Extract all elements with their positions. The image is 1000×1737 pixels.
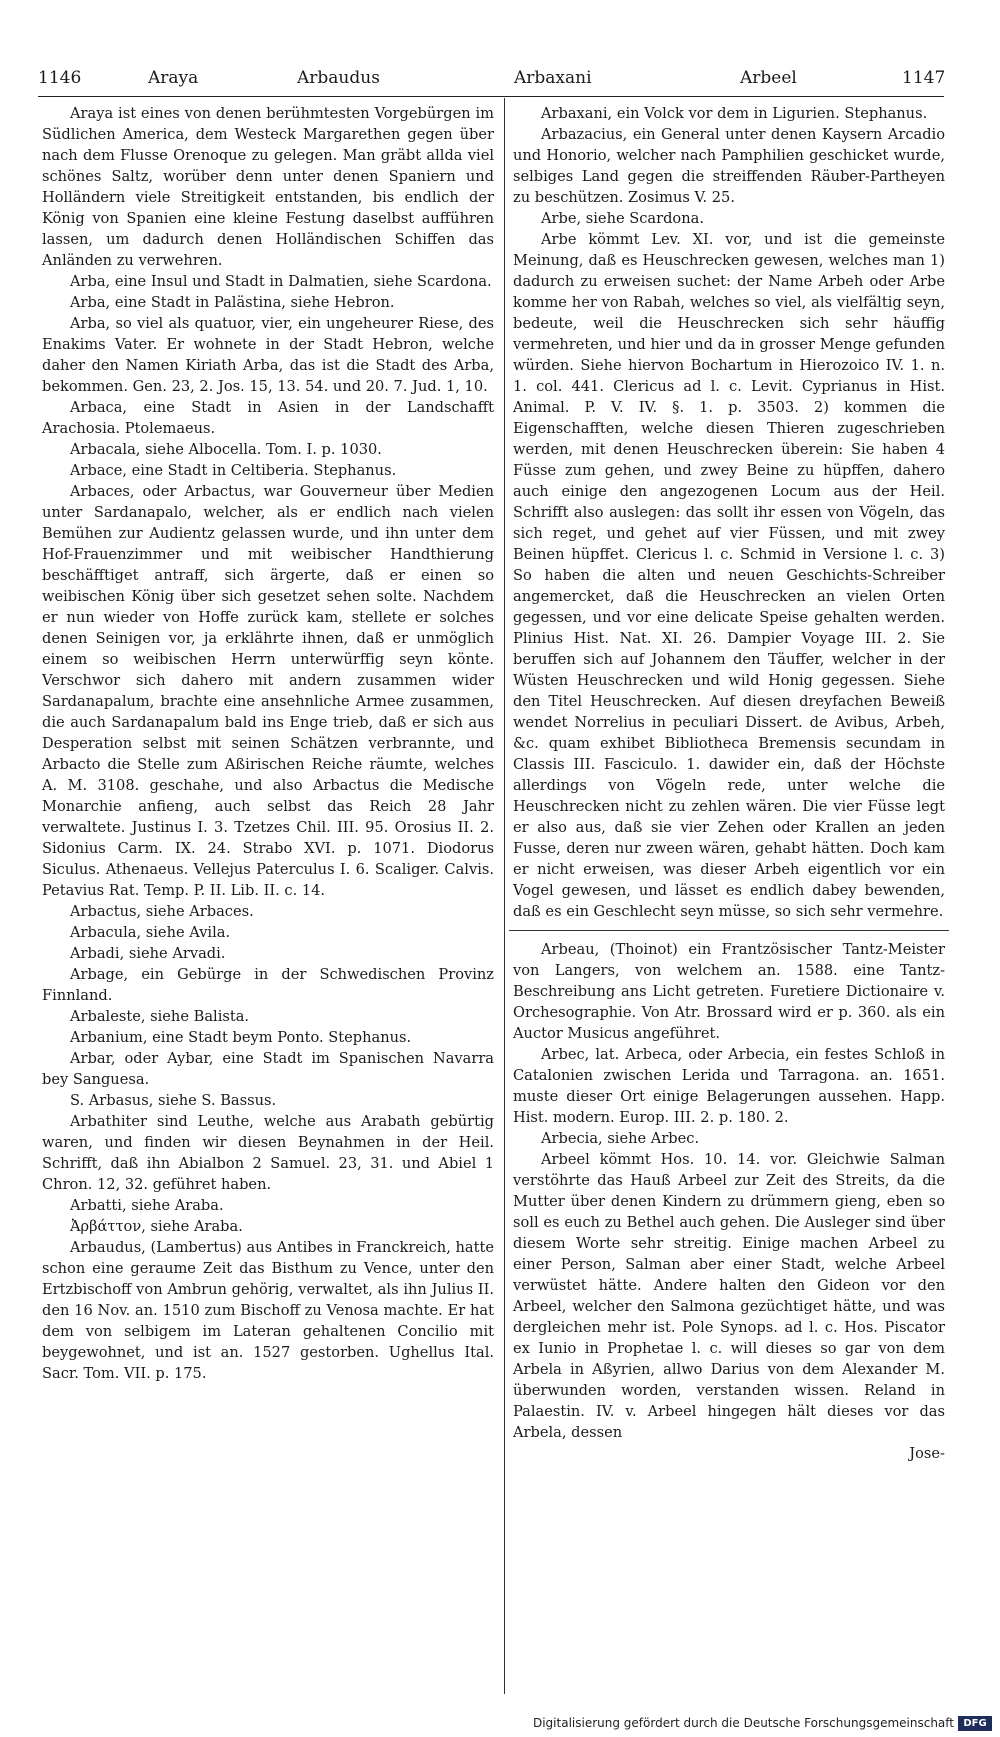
entry-arbe-scardona: Arbe, siehe Scardona. — [541, 210, 704, 227]
entry-araya: Araya ist eines von denen berühmtesten Vorgebürgen im Südlichen America, dem Westeck Margarethen gegen über nach dem Flusse Orenoque zu gelegen. Man gräbt allda viel schönes Saltz, worüber denn unter denen Spaniern und Holländern viele Streitigkeit entstanden, bis endlich der König von Spanien eine kleine Festung daselbst aufführen lassen, um dadurch denen Holländischen Schiffen das Anländen zu verwehren. — [42, 105, 494, 269]
header-word-arbaxani: Arbaxani — [514, 68, 592, 88]
entry-arbar: Arbar, oder Aybar, eine Stadt im Spanischen Navarra bey Sanguesa. — [42, 1050, 494, 1088]
entry-arbatti: Arbatti, siehe Araba. — [70, 1197, 224, 1214]
entry-arbatton-greek: Ἀρβάττον, siehe Araba. — [70, 1218, 243, 1235]
entry-arbecia: Arbecia, siehe Arbec. — [541, 1130, 700, 1147]
header-word-arbeel: Arbeel — [740, 68, 797, 88]
header-word-araya: Araya — [148, 68, 199, 88]
page-number-left: 1146 — [38, 68, 82, 88]
entry-arbaces: Arbaces, oder Arbactus, war Gouverneur über Medien unter Sardanapalo, welcher, als er endlich nach vielen Bemühen zur Audientz gelassen wurde, und ihn unter dem Hof-Frauenzimmer und mit weibischer Handthierung beschäfftiget antraff, sich ärgerte, daß er einen so weibischen König über sich gesetzet sehen solte. Nachdem er nun wieder von Hoffe zurück kam, stellete er solches denen Seinigen vor, ja erklährte ihnen, daß er unmöglich einem so weibischen Herrn unterwürffig seyn könte. Verschwor sich dahero mit andern zusammen wider Sardanapalum, brachte eine ansehnliche Armee zusammen, die auch Sardanapalum bald ins Enge trieb, daß er sich aus Desperation selbst mit seinen Schätzen verbrannte, und Arbacto die Stelle zum Aßirischen Reiche räumte, welches A. M. 3108. geschahe, und also Arbactus die Medische Monarchie anfieng, auch selbst das Reich 28 Jahr verwaltete. Justinus I. 3. Tzetzes Chil. III. 95. Orosius II. 2. Sidonius Carm. IX. 24. Strabo XVI. p. 1071. Diodorus Siculus. Athenaeus. Vellejus Paterculus I. 6. Scaliger. Calvis. Petavius Rat. Temp. P. II. Lib. II. c. 14. — [42, 483, 494, 899]
entry-arbacula: Arbacula, siehe Avila. — [70, 924, 231, 941]
section-rule — [509, 930, 949, 931]
running-header — [0, 68, 1000, 94]
header-word-arbaudus: Arbaudus — [297, 68, 380, 88]
entry-arbadi: Arbadi, siehe Arvadi. — [70, 945, 226, 962]
entry-arbanium: Arbanium, eine Stadt beym Ponto. Stephanus. — [70, 1029, 412, 1046]
entry-arbeel: Arbeel kömmt Hos. 10. 14. vor. Gleichwie Salman verstöhrte das Hauß Arbeel zur Zeit des Streits, da die Mutter über denen Kindern zu drümmern gieng, eben so soll es euch zu Bethel auch gehen. Die Ausleger sind über diesem Worte sehr streitig. Einige machen Arbeel zu einer Person, Salman aber einer Stadt, welche Arbeel verwüstet hätte. Andere halten den Gideon vor den Arbeel, welcher den Salmona gezüchtiget hätte, und was dergleichen mehr ist. Pole Synops. ad l. c. Hos. Piscator ex Iunio in Prophetae l. c. will dieses so gar von dem Arbela in Aßyrien, allwo Darius von dem Alexander M. überwunden worden, verstanden wissen. Reland in Palaestin. IV. v. Arbeel hingegen hält dieses vor das Arbela, dessen — [513, 1151, 945, 1441]
catchword: Jose- — [909, 1445, 945, 1462]
digitization-credit: Digitalisierung gefördert durch die Deutsche Forschungsgemeinschaft — [532, 1716, 954, 1730]
dfg-logo-icon: DFG — [958, 1716, 992, 1731]
left-column — [42, 103, 494, 1384]
entry-arbage: Arbage, ein Gebürge in der Schwedischen Provinz Finnland. — [42, 966, 494, 1004]
header-rule — [38, 96, 944, 97]
entry-arbaleste: Arbaleste, siehe Balista. — [70, 1008, 250, 1025]
entry-arbe-lev: Arbe kömmt Lev. XI. vor, und ist die gemeinste Meinung, daß es Heuschrecken gewesen, welches man 1) dadurch zu erweisen suchet: der Name Arbeh oder Arbe komme her von Rabah, welches so viel, als vielfältig seyn, bedeute, weil die Heuschrecken sich sehr häuffig vermehreten, und hier und da in grosser Menge gefunden würden. Siehe hiervon Bochartum in Hierozoico IV. 1. n. 1. col. 441. Clericus ad l. c. Levit. Cyprianus in Hist. Animal. P. V. IV. §. 1. p. 3503. 2) kommen die Eigenschafften, welche diesen Thieren zugeschrieben werden, mit denen Heuschrecken überein: Sie haben 4 Füsse zum gehen, und zwey Beine zu hüpffen, dahero auch einige den angezogenen Locum aus der Heil. Schrifft also auslegen: das sollt ihr essen von Vögeln, das sich reget, und gehet auf vier Füssen, und mit zwey Beinen hüpffet. Clericus l. c. Schmid in Versione l. c. 3) So haben die alten und neuen Geschichts-Schreiber angemercket, daß die Heuschrecken an vielen Orten gegessen, und vor eine delicate Speise gehalten werden. Plinius Hist. Nat. XI. 26. Dampier Voyage III. 2. Sie beruffen sich auf Johannem den Täuffer, welcher in der Wüsten Heuschrecken und wild Honig gegessen. Siehe den Titel Heuschrecken. Auf diesen dreyfachen Beweiß wendet Norrelius in peculiari Dissert. de Avibus, Arbeh, &c. quam exhibet Bibliotheca Bremensis secundam in Classis III. Fasciculo. 1. dawider ein, daß der Höchste allerdings von Vögeln rede, unter welche die Heuschrecken nicht zu zehlen wären. Die vier Füsse legt er also aus, daß sie vier Zehen oder Krallen an jeden Fusse, deren nur zween wären, gehabt hätten. Doch kam er nicht erweisen, was dieser Arbeh eigentlich vor ein Vogel gewesen, und lässet es endlich dabey bewenden, daß es ein Geschlecht seyn müsse, so sich sehr vermehre. — [513, 231, 945, 920]
entry-arbactus: Arbactus, siehe Arbaces. — [70, 903, 254, 920]
entry-arba-riese: Arba, so viel als quatuor, vier, ein ungeheurer Riese, des Enakims Vater. Er wohnete in der Stadt Hebron, welche daher den Namen Kiriath Arba, das ist die Stadt des Arba, bekommen. Gen. 23, 2. Jos. 15, 13. 54. und 20. 7. Jud. 1, 10. — [42, 315, 494, 395]
entry-arbazacius: Arbazacius, ein General unter denen Kaysern Arcadio und Honorio, welcher nach Pamphilien geschicket wurde, selbiges Land gegen die streiffenden Räuber-Partheyen zu beschützen. Zosimus V. 25. — [513, 126, 945, 206]
entry-arba-dalmatien: Arba, eine Insul und Stadt in Dalmatien, siehe Scardona. — [70, 273, 492, 290]
footer — [0, 1714, 1000, 1734]
entry-arbec: Arbec, lat. Arbeca, oder Arbecia, ein festes Schloß in Catalonien zwischen Lerida und Tarragona. an. 1651. muste dieser Ort einige Belagerungen aussehen. Happ. Hist. modern. Europ. III. 2. p. 180. 2. — [513, 1046, 945, 1126]
entry-arbaudus: Arbaudus, (Lambertus) aus Antibes in Franckreich, hatte schon eine geraume Zeit das Bisthum zu Vence, unter den Ertzbischoff von Ambrun gehörig, verwaltet, als ihn Julius II. den 16 Nov. an. 1510 zum Bischoff zu Venosa machte. Er hat dem von selbigem im Lateran gehaltenen Concilio mit beygewohnet, und ist an. 1527 gestorben. Ughellus Ital. Sacr. Tom. VII. p. 175. — [42, 1239, 494, 1382]
entry-arbace: Arbace, eine Stadt in Celtiberia. Stephanus. — [70, 462, 397, 479]
entry-arbacala: Arbacala, siehe Albocella. Tom. I. p. 1030. — [70, 441, 382, 458]
right-column — [513, 103, 945, 1464]
column-divider — [504, 98, 505, 1694]
entry-arbasus: S. Arbasus, siehe S. Bassus. — [70, 1092, 277, 1109]
entry-arbaxani: Arbaxani, ein Volck vor dem in Ligurien. Stephanus. — [541, 105, 928, 122]
page-number-right: 1147 — [902, 68, 946, 88]
entry-arbaca: Arbaca, eine Stadt in Asien in der Landschafft Arachosia. Ptolemaeus. — [42, 399, 494, 437]
entry-arbeau: Arbeau, (Thoinot) ein Frantzösischer Tantz-Meister von Langers, von welchem an. 1588. eine Tantz-Beschreibung ans Licht getreten. Furetiere Dictionaire v. Orchesographie. Von Atr. Brossard wird er p. 360. als ein Auctor Musicus angeführet. — [513, 941, 945, 1042]
entry-arba-palaestina: Arba, eine Stadt in Palästina, siehe Hebron. — [70, 294, 395, 311]
entry-arbathiter: Arbathiter sind Leuthe, welche aus Arabath gebürtig waren, und finden wir diesen Beynahmen in der Heil. Schrifft, daß ihn Abialbon 2 Samuel. 23, 31. und Abiel 1 Chron. 12, 32. geführet haben. — [42, 1113, 494, 1193]
